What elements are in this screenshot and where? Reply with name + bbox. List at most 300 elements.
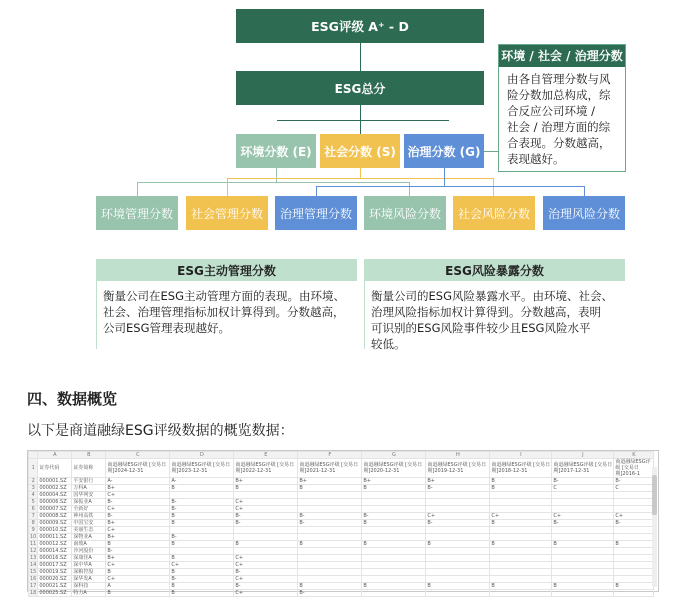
table-cell[interactable] bbox=[614, 562, 654, 569]
table-cell[interactable] bbox=[552, 576, 614, 583]
connector bbox=[360, 43, 361, 71]
table-cell[interactable] bbox=[614, 569, 654, 576]
table-cell[interactable] bbox=[362, 562, 426, 569]
table-cell[interactable] bbox=[298, 492, 362, 499]
note-line: 由各自管理分数与风 bbox=[507, 72, 611, 86]
note-box bbox=[498, 44, 626, 172]
table-cell[interactable] bbox=[552, 569, 614, 576]
table-cell[interactable]: B bbox=[490, 478, 552, 485]
table-cell[interactable] bbox=[426, 534, 490, 541]
table-cell[interactable] bbox=[490, 499, 552, 506]
table-row bbox=[29, 513, 654, 520]
table-cell[interactable]: B- bbox=[234, 513, 298, 520]
table-cell[interactable]: B+ bbox=[426, 478, 490, 485]
table-cell[interactable]: B bbox=[106, 590, 170, 597]
table-cell[interactable] bbox=[234, 534, 298, 541]
sub-social-risk: 社会风险分数 bbox=[453, 196, 535, 230]
table-cell[interactable]: B bbox=[490, 520, 552, 527]
table-row bbox=[29, 541, 654, 548]
table-cell[interactable]: 000002.SZ bbox=[38, 485, 72, 492]
column-letter[interactable]: E bbox=[234, 452, 298, 459]
table-cell[interactable] bbox=[298, 548, 362, 555]
column-letter[interactable]: D bbox=[170, 452, 234, 459]
row-number[interactable]: 8 bbox=[29, 520, 38, 527]
table-cell[interactable]: 000004.SZ bbox=[38, 492, 72, 499]
connector bbox=[227, 178, 228, 196]
table-cell[interactable] bbox=[426, 492, 490, 499]
table-cell[interactable]: 深科技 bbox=[72, 583, 106, 590]
table-cell[interactable] bbox=[614, 534, 654, 541]
table-row bbox=[29, 478, 654, 485]
table-cell[interactable]: A- bbox=[170, 478, 234, 485]
table-cell[interactable] bbox=[490, 527, 552, 534]
table-cell[interactable]: B bbox=[234, 541, 298, 548]
table-cell[interactable]: B- bbox=[614, 478, 654, 485]
table-cell[interactable]: B- bbox=[234, 569, 298, 576]
table-cell[interactable]: B bbox=[170, 485, 234, 492]
connector bbox=[277, 120, 449, 121]
table-cell[interactable]: B- bbox=[106, 548, 170, 555]
esg-rating-box: ESG评级 A⁺ - D bbox=[236, 9, 484, 43]
table-cell[interactable]: B bbox=[170, 541, 234, 548]
table-cell[interactable]: B bbox=[298, 541, 362, 548]
column-letter[interactable]: A bbox=[38, 452, 72, 459]
row-number[interactable]: 18 bbox=[30, 590, 37, 596]
risk-panel-title: ESG风险暴露分数 bbox=[364, 259, 625, 281]
row-number[interactable]: 9 bbox=[29, 527, 38, 534]
header-cell[interactable]: 商道融绿ESG评级 [交易日期]2020-12-31 bbox=[362, 459, 426, 478]
table-cell[interactable] bbox=[614, 492, 654, 499]
row-number[interactable]: 13 bbox=[30, 555, 37, 561]
table-cell[interactable] bbox=[614, 506, 654, 513]
risk-panel-body bbox=[371, 288, 625, 352]
table-row bbox=[29, 590, 654, 597]
table-cell[interactable]: B- bbox=[170, 576, 234, 583]
table-cell[interactable]: 中国宝安 bbox=[72, 520, 106, 527]
table-cell[interactable] bbox=[170, 492, 234, 499]
table-cell[interactable] bbox=[426, 590, 490, 597]
table-row bbox=[29, 520, 654, 527]
header-cell[interactable]: 商道融绿ESG评级 [交易日期]2019-12-31 bbox=[426, 459, 490, 478]
table-cell[interactable]: 深华发A bbox=[72, 576, 106, 583]
table-cell[interactable]: 神州高铁 bbox=[72, 513, 106, 520]
table-cell[interactable]: B bbox=[170, 555, 234, 562]
column-letter[interactable]: C bbox=[106, 452, 170, 459]
column-letter[interactable]: I bbox=[490, 452, 552, 459]
table-cell[interactable]: B- bbox=[170, 534, 234, 541]
table-cell[interactable] bbox=[298, 576, 362, 583]
table-cell[interactable]: 000008.SZ bbox=[38, 513, 72, 520]
connector bbox=[316, 186, 317, 196]
panel-divider bbox=[96, 281, 97, 349]
mgmt-panel-title: ESG主动管理分数 bbox=[96, 259, 357, 281]
pillar-gov: 治理分数 (G) bbox=[404, 134, 484, 168]
header-cell[interactable]: 商道融绿ESG评级 [交易日期]2017-12-31 bbox=[552, 459, 614, 478]
table-cell[interactable]: B- bbox=[106, 499, 170, 506]
table-row bbox=[29, 576, 654, 583]
table-cell[interactable]: C+ bbox=[234, 499, 298, 506]
panel-divider bbox=[364, 281, 365, 349]
table-cell[interactable]: 深粮控股 bbox=[72, 569, 106, 576]
table-cell[interactable] bbox=[426, 527, 490, 534]
table-cell[interactable]: B bbox=[170, 569, 234, 576]
row-number[interactable]: 7 bbox=[29, 513, 38, 520]
table-cell[interactable] bbox=[426, 499, 490, 506]
table-cell[interactable]: B- bbox=[614, 520, 654, 527]
table-cell[interactable]: B- bbox=[234, 520, 298, 527]
corner-cell[interactable] bbox=[29, 452, 38, 459]
column-letter-row bbox=[29, 452, 654, 459]
mgmt-panel-body bbox=[103, 288, 357, 336]
table-cell[interactable]: B- bbox=[552, 478, 614, 485]
table-cell[interactable]: C bbox=[552, 485, 614, 492]
table-cell[interactable]: A- bbox=[106, 478, 170, 485]
table-cell[interactable] bbox=[490, 506, 552, 513]
table-cell[interactable] bbox=[426, 555, 490, 562]
table-row bbox=[29, 499, 654, 506]
risk-line: 较低。 bbox=[371, 337, 406, 351]
table-cell[interactable] bbox=[614, 548, 654, 555]
table-cell[interactable] bbox=[614, 576, 654, 583]
table-cell[interactable]: 美丽生态 bbox=[72, 527, 106, 534]
table-cell[interactable]: C+ bbox=[234, 576, 298, 583]
esg-total-box: ESG总分 bbox=[236, 71, 484, 105]
table-cell[interactable]: 深振业A bbox=[72, 499, 106, 506]
sub-env-risk: 环境风险分数 bbox=[364, 196, 446, 230]
table-cell[interactable]: B bbox=[490, 583, 552, 590]
table-cell[interactable] bbox=[234, 492, 298, 499]
table-cell[interactable]: 000007.SZ bbox=[38, 506, 72, 513]
scrollbar-thumb[interactable] bbox=[652, 475, 657, 515]
table-cell[interactable]: B- bbox=[170, 506, 234, 513]
header-cell[interactable]: 商道融绿ESG评级 [交易日期]2021-12-31 bbox=[298, 459, 362, 478]
table-cell[interactable]: B bbox=[362, 541, 426, 548]
table-cell[interactable]: B bbox=[298, 583, 362, 590]
table-cell[interactable] bbox=[552, 548, 614, 555]
table-cell[interactable]: B- bbox=[426, 485, 490, 492]
pillar-social: 社会分数 (S) bbox=[320, 134, 400, 168]
table-cell[interactable]: B+ bbox=[106, 520, 170, 527]
table-cell[interactable]: C+ bbox=[234, 590, 298, 597]
sub-social-mgmt: 社会管理分数 bbox=[186, 196, 268, 230]
table-cell[interactable]: B bbox=[170, 583, 234, 590]
table-cell[interactable] bbox=[490, 492, 552, 499]
table-cell[interactable] bbox=[614, 499, 654, 506]
table-cell[interactable]: 000025.SZ bbox=[38, 590, 72, 597]
table-cell[interactable]: B+ bbox=[106, 534, 170, 541]
table-cell[interactable]: C+ bbox=[552, 513, 614, 520]
table-cell[interactable]: B bbox=[490, 541, 552, 548]
table-cell[interactable]: 000019.SZ bbox=[38, 569, 72, 576]
risk-line: 可识别的ESG风险事件较少且ESG风险水平 bbox=[371, 321, 591, 335]
sheet-table bbox=[28, 451, 654, 597]
table-cell[interactable] bbox=[552, 534, 614, 541]
header-cell[interactable]: 证券简称 bbox=[72, 459, 106, 478]
note-line: 社会 / 治理方面的综 bbox=[507, 120, 611, 134]
table-cell[interactable]: 深中华A bbox=[72, 562, 106, 569]
row-number[interactable]: 11 bbox=[30, 541, 37, 547]
table-cell[interactable] bbox=[298, 499, 362, 506]
table-cell[interactable]: B bbox=[170, 520, 234, 527]
row-number[interactable]: 17 bbox=[30, 583, 37, 589]
table-cell[interactable]: C bbox=[614, 485, 654, 492]
risk-line: 治理风险指标加权计算得到。分数越高，表明 bbox=[371, 305, 601, 319]
table-cell[interactable]: 000020.SZ bbox=[38, 576, 72, 583]
header-cell[interactable]: 商道融绿ESG评级 [交易日期]2022-12-31 bbox=[234, 459, 298, 478]
table-cell[interactable] bbox=[298, 562, 362, 569]
table-cell[interactable] bbox=[298, 506, 362, 513]
table-cell[interactable]: C+ bbox=[106, 576, 170, 583]
table-cell[interactable]: B- bbox=[298, 520, 362, 527]
row-number[interactable]: 2 bbox=[29, 478, 38, 485]
table-cell[interactable]: B bbox=[552, 541, 614, 548]
table-cell[interactable] bbox=[362, 548, 426, 555]
table-cell[interactable]: 万科A bbox=[72, 485, 106, 492]
table-cell[interactable]: 000021.SZ bbox=[38, 583, 72, 590]
connector bbox=[584, 186, 585, 196]
table-cell[interactable]: 国华网安 bbox=[72, 492, 106, 499]
row-number[interactable]: 1 bbox=[29, 459, 38, 478]
connector bbox=[316, 186, 584, 187]
table-cell[interactable] bbox=[426, 506, 490, 513]
table-cell[interactable] bbox=[362, 499, 426, 506]
table-cell[interactable] bbox=[490, 562, 552, 569]
mgmt-line: 社会、治理管理指标加权计算得到。分数越高， bbox=[103, 305, 345, 319]
table-cell[interactable]: B- bbox=[106, 513, 170, 520]
table-cell[interactable] bbox=[552, 506, 614, 513]
mgmt-line: 公司ESG管理表现越好。 bbox=[103, 321, 230, 335]
column-letter[interactable]: J bbox=[552, 452, 614, 459]
table-row bbox=[29, 506, 654, 513]
table-cell[interactable] bbox=[362, 569, 426, 576]
section-intro: 以下是商道融绿ESG评级数据的概览数据： bbox=[27, 423, 294, 439]
row-number[interactable]: 14 bbox=[30, 562, 37, 568]
table-cell[interactable]: B bbox=[234, 485, 298, 492]
table-row bbox=[29, 548, 654, 555]
connector bbox=[444, 168, 445, 186]
table-cell[interactable]: C+ bbox=[106, 492, 170, 499]
table-cell[interactable]: B- bbox=[552, 520, 614, 527]
vertical-scrollbar[interactable] bbox=[652, 467, 657, 587]
connector bbox=[409, 182, 410, 196]
table-cell[interactable]: B- bbox=[170, 499, 234, 506]
table-cell[interactable]: B- bbox=[426, 520, 490, 527]
table-cell[interactable] bbox=[170, 527, 234, 534]
table-cell[interactable]: B bbox=[552, 583, 614, 590]
table-cell[interactable] bbox=[552, 499, 614, 506]
table-cell[interactable] bbox=[426, 548, 490, 555]
table-cell[interactable] bbox=[490, 555, 552, 562]
table-cell[interactable]: 深物业A bbox=[72, 534, 106, 541]
table-cell[interactable] bbox=[490, 534, 552, 541]
header-row bbox=[29, 459, 654, 478]
row-number[interactable]: 15 bbox=[30, 569, 37, 575]
table-cell[interactable]: 000011.SZ bbox=[38, 534, 72, 541]
section-title: 四、数据概览 bbox=[27, 390, 118, 408]
table-cell[interactable]: 000010.SZ bbox=[38, 527, 72, 534]
table-row bbox=[29, 583, 654, 590]
column-letter[interactable]: B bbox=[72, 452, 106, 459]
table-cell[interactable] bbox=[552, 562, 614, 569]
table-cell[interactable]: B+ bbox=[106, 555, 170, 562]
table-cell[interactable]: B bbox=[170, 513, 234, 520]
table-cell[interactable]: B bbox=[614, 583, 654, 590]
table-cell[interactable] bbox=[362, 555, 426, 562]
table-cell[interactable]: C+ bbox=[170, 562, 234, 569]
connector bbox=[484, 151, 498, 152]
table-cell[interactable]: B bbox=[362, 485, 426, 492]
column-letter[interactable]: F bbox=[298, 452, 362, 459]
row-number[interactable]: 4 bbox=[29, 492, 38, 499]
table-cell[interactable]: 沙河股份 bbox=[72, 548, 106, 555]
table-cell[interactable] bbox=[490, 548, 552, 555]
table-cell[interactable] bbox=[552, 555, 614, 562]
row-number[interactable]: 10 bbox=[30, 534, 37, 540]
table-cell[interactable]: 000016.SZ bbox=[38, 555, 72, 562]
table-cell[interactable] bbox=[614, 590, 654, 597]
table-cell[interactable]: 南玻A bbox=[72, 541, 106, 548]
header-cell[interactable]: 证券代码 bbox=[38, 459, 72, 478]
table-row bbox=[29, 485, 654, 492]
table-cell[interactable] bbox=[362, 590, 426, 597]
sub-env-mgmt: 环境管理分数 bbox=[96, 196, 178, 230]
connector bbox=[137, 182, 410, 183]
table-cell[interactable]: 000009.SZ bbox=[38, 520, 72, 527]
row-number[interactable]: 5 bbox=[29, 499, 38, 506]
table-cell[interactable]: B- bbox=[298, 513, 362, 520]
risk-line: 衡量公司的ESG风险暴露水平。由环境、社会、 bbox=[371, 289, 613, 303]
table-cell[interactable]: B+ bbox=[362, 478, 426, 485]
table-cell[interactable] bbox=[426, 569, 490, 576]
header-cell[interactable]: 商道融绿ESG评级 [交易日期]2018-12-31 bbox=[490, 459, 552, 478]
connector bbox=[493, 178, 494, 196]
table-cell[interactable] bbox=[170, 548, 234, 555]
table-cell[interactable]: B bbox=[490, 485, 552, 492]
row-number[interactable]: 12 bbox=[30, 548, 37, 554]
table-cell[interactable]: B bbox=[362, 583, 426, 590]
table-cell[interactable]: 全新好 bbox=[72, 506, 106, 513]
table-cell[interactable]: C+ bbox=[426, 513, 490, 520]
table-cell[interactable] bbox=[298, 555, 362, 562]
table-cell[interactable]: 特力A bbox=[72, 590, 106, 597]
table-row bbox=[29, 534, 654, 541]
table-cell[interactable] bbox=[298, 569, 362, 576]
table-cell[interactable] bbox=[552, 590, 614, 597]
table-cell[interactable]: 000017.SZ bbox=[38, 562, 72, 569]
column-letter[interactable]: G bbox=[362, 452, 426, 459]
table-cell[interactable]: B- bbox=[362, 513, 426, 520]
table-cell[interactable]: B bbox=[106, 541, 170, 548]
table-cell[interactable] bbox=[362, 492, 426, 499]
table-row bbox=[29, 527, 654, 534]
column-letter[interactable]: H bbox=[426, 452, 490, 459]
table-cell[interactable]: B- bbox=[234, 583, 298, 590]
table-cell[interactable] bbox=[426, 576, 490, 583]
note-line: 合表现。分数越高， bbox=[507, 136, 611, 150]
table-cell[interactable]: A bbox=[106, 583, 170, 590]
table-cell[interactable]: C+ bbox=[106, 527, 170, 534]
table-cell[interactable]: 平安银行 bbox=[72, 478, 106, 485]
table-cell[interactable]: C+ bbox=[106, 562, 170, 569]
table-cell[interactable]: B- bbox=[298, 590, 362, 597]
note-line: 合反应公司环境 / bbox=[507, 104, 596, 118]
table-cell[interactable]: B+ bbox=[298, 478, 362, 485]
column-letter[interactable]: K bbox=[614, 452, 654, 459]
table-cell[interactable]: C+ bbox=[614, 513, 654, 520]
table-cell[interactable]: B bbox=[170, 590, 234, 597]
table-cell[interactable]: B+ bbox=[106, 485, 170, 492]
table-cell[interactable] bbox=[362, 576, 426, 583]
sub-gov-risk: 治理风险分数 bbox=[543, 196, 625, 230]
table-cell[interactable] bbox=[362, 534, 426, 541]
table-cell[interactable]: C+ bbox=[234, 562, 298, 569]
table-cell[interactable]: C+ bbox=[490, 513, 552, 520]
table-cell[interactable] bbox=[552, 492, 614, 499]
data-preview-sheet bbox=[27, 450, 659, 596]
table-cell[interactable]: B bbox=[106, 569, 170, 576]
table-cell[interactable]: C+ bbox=[106, 506, 170, 513]
table-cell[interactable]: B bbox=[426, 541, 490, 548]
connector bbox=[360, 168, 361, 178]
header-cell[interactable]: 商道融绿ESG评级 [交易日期]2016-1 bbox=[614, 459, 654, 478]
connector bbox=[276, 168, 277, 182]
row-number[interactable]: 3 bbox=[29, 485, 38, 492]
table-cell[interactable] bbox=[552, 527, 614, 534]
sub-gov-mgmt: 治理管理分数 bbox=[275, 196, 357, 230]
table-row bbox=[29, 555, 654, 562]
mgmt-line: 衡量公司在ESG主动管理方面的表现。由环境、 bbox=[103, 289, 345, 303]
table-cell[interactable] bbox=[490, 569, 552, 576]
table-row bbox=[29, 562, 654, 569]
connector bbox=[227, 178, 493, 179]
connector bbox=[137, 182, 138, 196]
table-cell[interactable] bbox=[426, 562, 490, 569]
table-cell[interactable]: B bbox=[426, 583, 490, 590]
table-cell[interactable]: B bbox=[362, 520, 426, 527]
table-cell[interactable]: B+ bbox=[234, 478, 298, 485]
note-title: 环境 / 社会 / 治理分数 bbox=[499, 45, 625, 67]
table-cell[interactable] bbox=[234, 548, 298, 555]
table-cell[interactable] bbox=[490, 590, 552, 597]
table-row bbox=[29, 492, 654, 499]
table-cell[interactable]: 000012.SZ bbox=[38, 541, 72, 548]
table-cell[interactable] bbox=[614, 527, 654, 534]
table-cell[interactable] bbox=[298, 534, 362, 541]
note-line: 表现越好。 bbox=[507, 152, 565, 166]
table-cell[interactable]: C+ bbox=[234, 506, 298, 513]
table-cell[interactable] bbox=[298, 527, 362, 534]
table-cell[interactable] bbox=[362, 506, 426, 513]
table-cell[interactable]: 深康佳A bbox=[72, 555, 106, 562]
note-line: 险分数加总构成，综 bbox=[507, 88, 611, 102]
row-number[interactable]: 6 bbox=[29, 506, 38, 513]
pillar-env: 环境分数 (E) bbox=[236, 134, 316, 168]
note-body bbox=[499, 67, 625, 171]
table-cell[interactable]: B bbox=[614, 541, 654, 548]
table-cell[interactable]: 000006.SZ bbox=[38, 499, 72, 506]
table-cell[interactable] bbox=[234, 527, 298, 534]
table-cell[interactable] bbox=[490, 576, 552, 583]
table-cell[interactable] bbox=[614, 555, 654, 562]
table-cell[interactable]: C+ bbox=[234, 555, 298, 562]
table-cell[interactable]: B bbox=[298, 485, 362, 492]
row-number[interactable]: 16 bbox=[30, 576, 37, 582]
table-cell[interactable] bbox=[362, 527, 426, 534]
header-cell[interactable]: 商道融绿ESG评级 [交易日期]2024-12-31 bbox=[106, 459, 170, 478]
table-cell[interactable]: 000014.SZ bbox=[38, 548, 72, 555]
table-cell[interactable]: 000001.SZ bbox=[38, 478, 72, 485]
header-cell[interactable]: 商道融绿ESG评级 [交易日期]2023-12-31 bbox=[170, 459, 234, 478]
